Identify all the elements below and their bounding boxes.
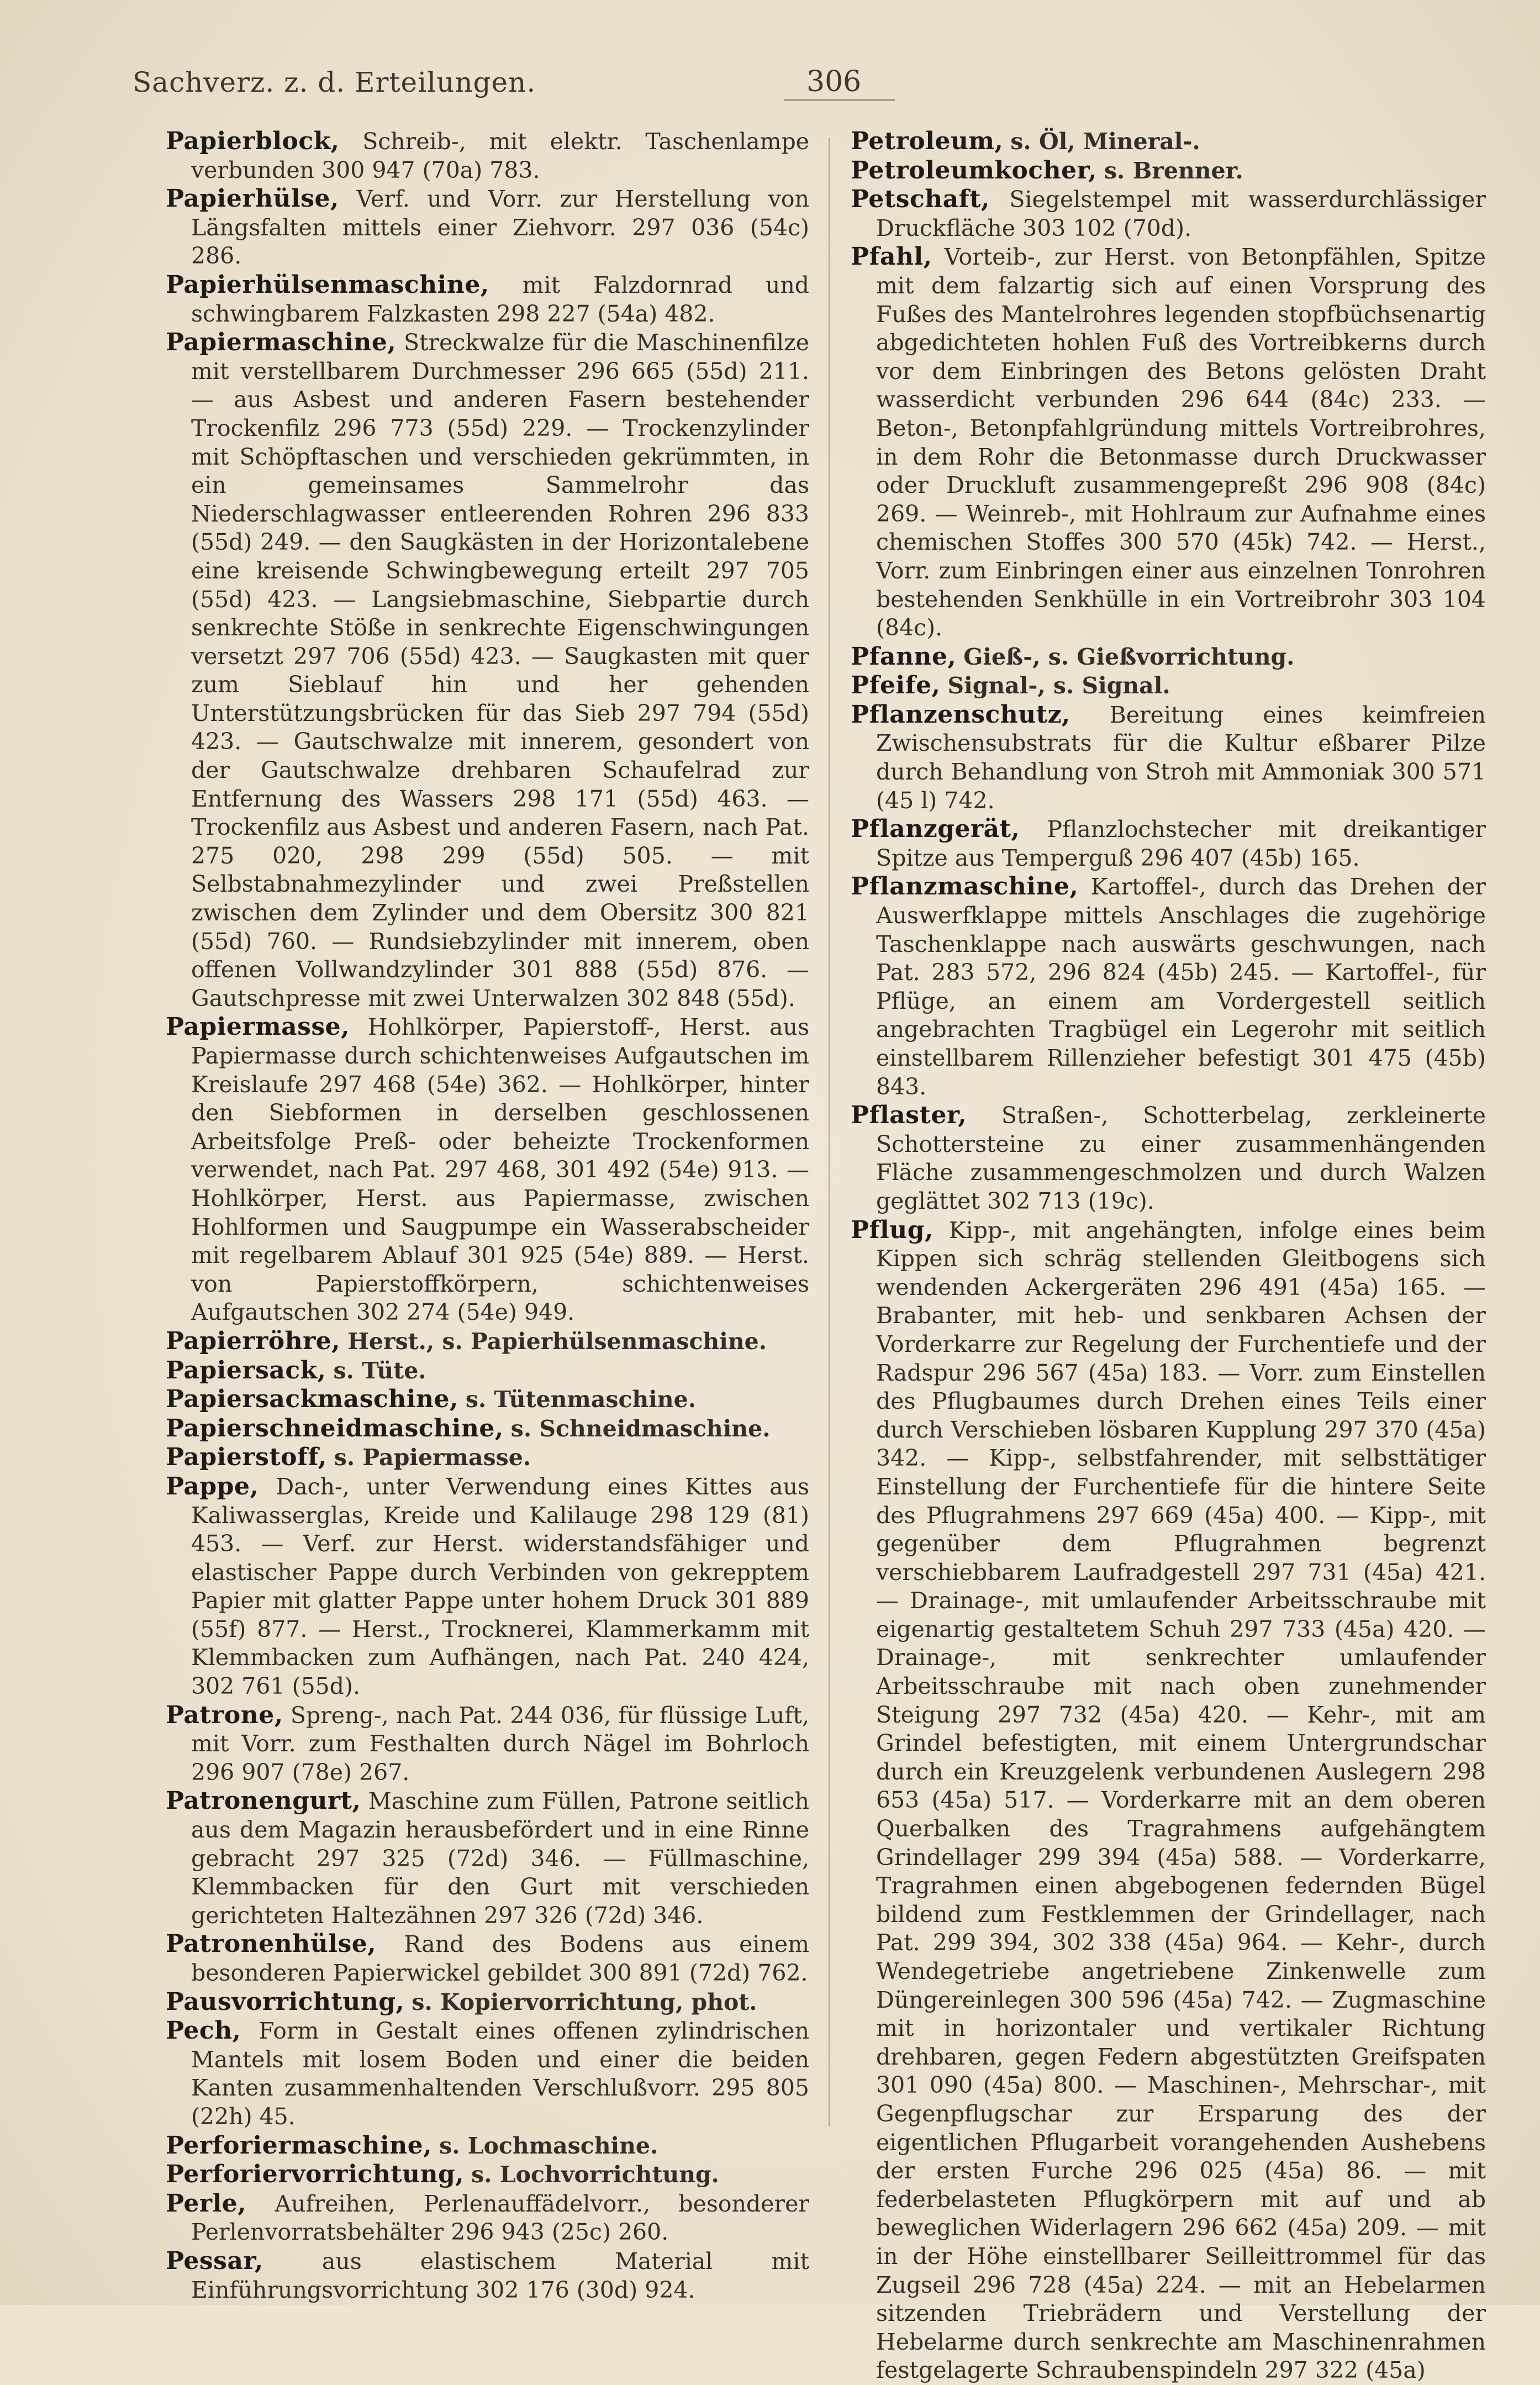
entry-headword: Pflanzenschutz, bbox=[851, 700, 1070, 729]
entry-cross-reference: s. Tütenmaschine. bbox=[465, 1386, 696, 1413]
entry-text: Schreib-, mit elektr. Taschenlampe verbunden 300 947 (70a) 783. bbox=[191, 128, 809, 183]
entry-text: Pflanzlochstecher mit dreikantiger Spitze aus Temperguß 296 407 (45b) 165. bbox=[876, 816, 1486, 871]
index-entry bbox=[166, 1356, 809, 1386]
entry-text: Dach-, unter Verwendung eines Kittes aus Kaliwasserglas, Kreide und Kalilauge 298 129 (81) 453. — Verf. zur Herst. widerstandsfähiger und elastischer Pappe durch Verbinden von gekrepptem Papier mit glatter Pappe unter hohem Druck 301 889 (55f) 877. — Herst., Trocknerei, Klammerkamm mit Klemmbacken zum Aufhängen, nach Pat. 240 424, 302 761 (55d). bbox=[191, 1473, 809, 1700]
column-divider bbox=[829, 138, 830, 2127]
entry-headword: Papiersackmaschine, bbox=[166, 1385, 458, 1414]
entry-headword: Pflug, bbox=[851, 1215, 934, 1244]
entry-cross-reference: s. Tüte. bbox=[333, 1357, 426, 1384]
entry-text: Kartoffel-, durch das Drehen der Auswerfklappe mittels Anschlages die zugehörige Taschenklappe nach auswärts geschwungen, nach Pat. 283 572, 296 824 (45b) 245. — Kartoffel-, für Pflüge, an einem am Vordergestell seitlich angebrachten Tragbügel ein Legerohr mit seitlich einstellbarem Rillenzieher befestigt 301 475 (45b) 843. bbox=[876, 873, 1486, 1100]
entry-text: Form in Gestalt eines offenen zylindrischen Mantels mit losem Boden und einer die beiden Kanten zusammenhaltenden Verschlußvorr. 295 805 (22h) 45. bbox=[191, 2018, 809, 2130]
entry-text: Maschine zum Füllen, Patrone seitlich aus dem Magazin herausbefördert und in eine Rinne gebracht 297 325 (72d) 346. — Füllmaschine, Klemmbacken für den Gurt mit verschieden gerichteten Haltezähnen 297 326 (72d) 346. bbox=[191, 1788, 809, 1929]
entry-cross-reference: Signal-, s. Signal. bbox=[947, 672, 1170, 699]
running-head: Sachverz. z. d. Erteilungen. bbox=[133, 66, 536, 98]
index-entry bbox=[851, 872, 1486, 1101]
entry-text: mit Falzdornrad und schwingbarem Falzkasten 298 227 (54a) 482. bbox=[191, 271, 809, 327]
entry-text: Aufreihen, Perlenauffädelvorr., besonderer Perlenvorratsbehälter 296 943 (25c) 260. bbox=[191, 2190, 809, 2246]
entry-headword: Petschaft, bbox=[851, 185, 990, 214]
index-entry bbox=[851, 156, 1486, 186]
index-entry bbox=[851, 1216, 1486, 2385]
index-entry bbox=[166, 2131, 809, 2161]
entry-text: Streckwalze für die Maschinenfilze mit verstellbarem Durchmesser 296 665 (55d) 211. — aus Asbest und anderen Fasern bestehender Trockenfilz 296 773 (55d) 229. — Trockenzylinder mit Schöpftaschen und verschieden gekrümmten, in ein gemeinsames Sammelrohr das Niederschlagwasser entleerenden Rohren 296 833 (55d) 249. — den Saugkästen in der Horizontalebene eine kreisende Schwingbewegung erteilt 297 705 (55d) 423. — Langsiebmaschine, Siebpartie durch senkrechte Stöße in senkrechte Eigenschwingungen versetzt 297 706 (55d) 423. — Saugkasten mit quer zum Sieblauf hin und her gehenden Unterstützungsbrücken für das Sieb 297 794 (55d) 423. — Gautschwalze mit innerem, gesondert von der Gautschwalze drehbaren Schaufelrad zur Entfernung des Wassers 298 171 (55d) 463. — Trockenfilz aus Asbest und anderen Fasern, nach Pat. 275 020, 298 299 (55d) 505. — mit Selbstabnahmezylinder und zwei Preßstellen zwischen dem Zylinder und dem Obersitz 300 821 (55d) 760. — Rundsiebzylinder mit innerem, oben offenen Vollwandzylinder 301 888 (55d) 876. — Gautschpresse mit zwei Unterwalzen 302 848 (55d). bbox=[191, 329, 810, 1012]
index-entry bbox=[851, 1101, 1486, 1215]
entry-text: Bereitung eines keimfreien Zwischensubstrats für die Kultur eßbarer Pilze durch Behandlung von Stroh mit Ammoniak 300 571 (45 l) 742. bbox=[876, 701, 1486, 814]
entry-headword: Pausvorrichtung, bbox=[166, 1987, 405, 2016]
right-column bbox=[851, 127, 1486, 2385]
page-number: 306 bbox=[806, 65, 862, 98]
index-entry bbox=[166, 2189, 809, 2247]
index-entry bbox=[166, 1414, 809, 1444]
entry-headword: Perle, bbox=[166, 2189, 247, 2218]
entry-headword: Perforiervorrichtung, bbox=[166, 2160, 465, 2189]
entry-headword: Petroleumkocher, bbox=[851, 156, 1097, 185]
entry-headword: Patronengurt, bbox=[166, 1787, 361, 1815]
entry-headword: Perforiermaschine, bbox=[166, 2131, 433, 2160]
index-entry bbox=[166, 1988, 809, 2017]
entry-headword: Papierhülse, bbox=[166, 185, 339, 213]
index-entry bbox=[851, 127, 1486, 156]
entry-headword: Papiermasse, bbox=[166, 1013, 350, 1041]
entry-headword: Pappe, bbox=[166, 1472, 259, 1501]
entry-text: Kipp-, mit angehängten, infolge eines beim Kippen sich schräg stellenden Gleitbogens sich wendenden Ackergeräten 296 491 (45a) 165. — Brabanter, mit heb- und senkbaren Achsen der Vorderkarre zur Regelung der Furchentiefe und der Radspur 296 567 (45a) 183. — Vorr. zum Einstellen des Pflugbaumes durch Drehen eines Teils einer durch Verschieben lösbaren Kupplung 297 370 (45a) 342. — Kipp-, selbstfahrender, mit selbsttätiger Einstellung der Furchentiefe für die hintere Seite des Pflugrahmens 297 669 (45a) 400. — Kipp-, mit gegenüber dem Pflugrahmen begrenzt verschiebbarem Laufradgestell 297 731 (45a) 421. — Drainage-, mit umlaufender Arbeitsschraube mit eigenartig gestaltetem Schuh 297 733 (45a) 420. — Drainage-, mit senkrechter umlaufender Arbeitsschraube mit nach oben zunehmender Steigung 297 732 (45a) 420. — Kehr-, mit am Grindel befestigten, mit einem Untergrundschar durch ein Kreuzgelenk verbundenen Auslegern 298 653 (45a) 517. — Vorderkarre mit an dem oberen Querbalken des Tragrahmens aufgehängtem Grindellager 299 394 (45a) 588. — Vorderkarre, Tragrahmen einen abgebogenen federnden Bügel bildend zum Festklemmen der Grindellager, nach Pat. 299 394, 302 338 (45a) 964. — Kehr-, durch Wendegetriebe angetriebene Zinkenwelle zum Düngereinlegen 300 596 (45a) 742. — Zugmaschine mit in horizontaler und vertikaler Richtung drehbaren, gegen Federn abgestützten Greifspaten 301 090 (45a) 800. — Maschinen-, Mehrschar-, mit Gegenpflugschar zur Ersparung des der eigentlichen Pflugarbeit vorangehenden Aushebens der ersten Furche 296 025 (45a) 86. — mit federbelasteten Pflugkörpern mit auf und ab beweglichen Widerlagern 296 662 (45a) 209. — mit in der Höhe einstellbarer Seilleittrommel für das Zugseil 296 728 (45a) 224. — mit an Hebelarmen sitzenden Triebrädern und Verstellung der Hebelarme durch senkrechte am Maschinenrahmen festgelagerte Schraubenspindeln 297 322 (45a) bbox=[876, 1217, 1486, 2384]
entry-cross-reference: s. Lochmaschine. bbox=[439, 2132, 658, 2159]
index-entry bbox=[166, 1472, 809, 1701]
entry-text: Verf. und Vorr. zur Herstellung von Längsfalten mittels einer Ziehvorr. 297 036 (54c) 286. bbox=[191, 186, 809, 270]
entry-headword: Pfahl, bbox=[851, 243, 932, 271]
entry-cross-reference: Gieß-, s. Gießvorrichtung. bbox=[963, 643, 1295, 670]
entry-headword: Papiersack, bbox=[166, 1356, 326, 1384]
index-entry bbox=[851, 701, 1486, 815]
entry-cross-reference: s. Schneidmaschine. bbox=[510, 1415, 771, 1442]
index-entry bbox=[166, 271, 809, 328]
entry-cross-reference: s. Öl, Mineral-. bbox=[1010, 128, 1200, 155]
entry-headword: Pessar, bbox=[166, 2246, 263, 2275]
entry-headword: Papierschneidmaschine, bbox=[166, 1414, 504, 1442]
entry-headword: Patrone, bbox=[166, 1700, 283, 1729]
entry-headword: Pflaster, bbox=[851, 1101, 967, 1130]
entry-text: Vorteib-, zur Herst. von Betonpfählen, Spitze mit dem falzartig sich auf einen Vorsprung des Fußes des Mantelrohres legenden stopfbüchsenartig abgedichteten hohlen Fuß des Vortreibkerns durch vor dem Einbringen des Betons gelösten Draht wasserdicht verbunden 296 644 (84c) 233. — Beton-, Betonpfahlgründung mittels Vortreibrohres, in dem Rohr die Betonmasse durch Druckwasser oder Druckluft zusammengepreßt 296 908 (84c) 269. — Weinreb-, mit Hohlraum zur Aufnahme eines chemischen Stoffes 300 570 (45k) 742. — Herst., Vorr. zum Einbringen einer aus einzelnen Tonrohren bestehenden Senkhülle in ein Vortreibrohr 303 104 (84c). bbox=[876, 244, 1486, 641]
index-entry bbox=[166, 1701, 809, 1787]
index-entry bbox=[166, 185, 809, 271]
entry-headword: Papierröhre, bbox=[166, 1326, 341, 1355]
entry-headword: Papierhülsenmaschine, bbox=[166, 270, 489, 299]
entry-headword: Pflanzmaschine, bbox=[851, 872, 1079, 901]
index-entry bbox=[166, 1787, 809, 1930]
index-entry bbox=[851, 815, 1486, 872]
entry-headword: Pech, bbox=[166, 2017, 241, 2045]
entry-headword: Papierstoff, bbox=[166, 1443, 327, 1472]
index-entry bbox=[851, 671, 1486, 701]
header-rule bbox=[784, 99, 895, 101]
index-entry bbox=[166, 2247, 809, 2304]
index-entry bbox=[166, 1443, 809, 1472]
index-entry bbox=[166, 1385, 809, 1414]
index-entry bbox=[851, 185, 1486, 243]
entry-text: Rand des Bodens aus einem besonderen Papierwickel gebildet 300 891 (72d) 762. bbox=[191, 1931, 809, 1986]
entry-headword: Petroleum, bbox=[851, 127, 1004, 155]
index-entry bbox=[166, 127, 809, 185]
index-entry bbox=[166, 328, 809, 1013]
index-entry bbox=[851, 643, 1486, 672]
entry-headword: Papierblock, bbox=[166, 127, 340, 155]
index-entry bbox=[166, 2160, 809, 2189]
entry-text: Siegelstempel mit wasserdurchlässiger Druckfläche 303 102 (70d). bbox=[876, 186, 1486, 241]
index-entry bbox=[166, 1013, 809, 1327]
entry-cross-reference: s. Papiermasse. bbox=[334, 1444, 531, 1471]
entry-cross-reference: s. Lochvorrichtung. bbox=[471, 2161, 719, 2188]
index-entry bbox=[166, 1930, 809, 1987]
entry-headword: Pflanzgerät, bbox=[851, 815, 1020, 844]
entry-headword: Pfeife, bbox=[851, 671, 941, 700]
entry-cross-reference: s. Kopiervorrichtung, phot. bbox=[412, 1988, 757, 2015]
index-entry bbox=[851, 243, 1486, 642]
entry-cross-reference: s. Brenner. bbox=[1104, 157, 1243, 184]
entry-text: Straßen-, Schotterbelag, zerkleinerte Schottersteine zu einer zusammenhängenden Fläche zusammengeschmolzen und durch Walzen geglättet 302 713 (19c). bbox=[876, 1102, 1486, 1214]
entry-headword: Papiermaschine, bbox=[166, 328, 397, 357]
entry-text: Spreng-, nach Pat. 244 036, für flüssige Luft, mit Vorr. zum Festhalten durch Nägel im Bohrloch 296 907 (78e) 267. bbox=[191, 1702, 809, 1786]
index-entry bbox=[166, 2017, 809, 2131]
entry-text: aus elastischem Material mit Einführungsvorrichtung 302 176 (30d) 924. bbox=[191, 2247, 809, 2303]
entry-text: Hohlkörper, Papierstoff-, Herst. aus Papiermasse durch schichtenweises Aufgautschen im Kreislaufe 297 468 (54e) 362. — Hohlkörper, hinter den Siebformen in derselben geschlossenen Arbeitsfolge Preß- oder beheizte Trockenformen verwendet, nach Pat. 297 468, 301 492 (54e) 913. — Hohlkörper, Herst. aus Papiermasse, zwischen Hohlformen und Saugpumpe ein Wasserabscheider mit regelbarem Ablauf 301 925 (54e) 889. — Herst. von Papierstoffkörpern, schichtenweises Aufgautschen 302 274 (54e) 949. bbox=[191, 1014, 809, 1326]
entry-headword: Patronenhülse, bbox=[166, 1930, 377, 1958]
left-column bbox=[166, 127, 809, 2304]
index-entry bbox=[166, 1327, 809, 1356]
entry-headword: Pfanne, bbox=[851, 642, 957, 671]
entry-cross-reference: Herst., s. Papierhülsenmaschine. bbox=[347, 1328, 767, 1355]
